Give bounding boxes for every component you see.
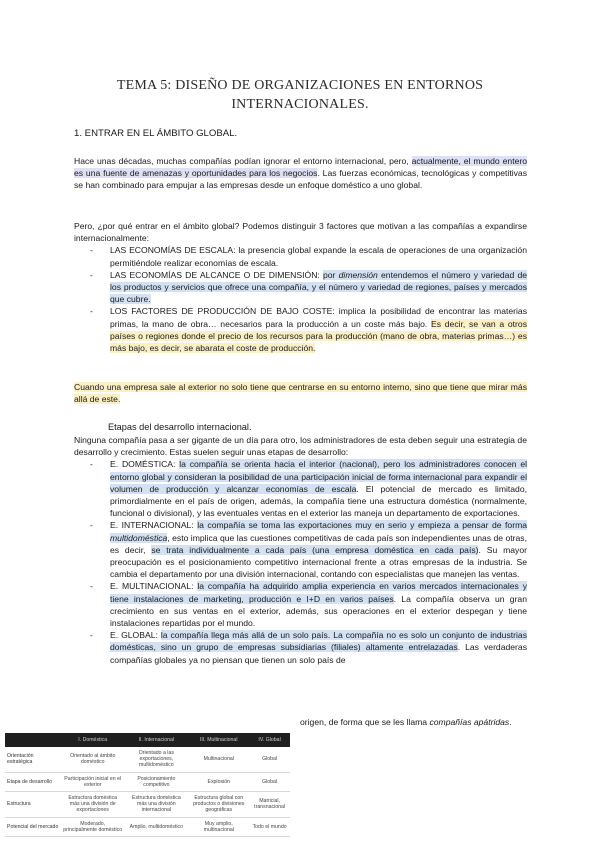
- question-paragraph: Pero, ¿por qué entrar en el ámbito global? Podemos distinguir 3 factores que motivan a las compañías a expandirse internacionalmente:: [74, 221, 527, 244]
- highlight: se trata individualmente a cada país (una empresa doméstica en cada país): [151, 544, 479, 555]
- table-cell: Estructura global con productos o divisiones geográficas: [188, 792, 249, 818]
- table-header-cell: IV. Global: [249, 733, 290, 747]
- list-item: - LOS FACTORES DE PRODUCCIÓN DE BAJO COSTE: implica la posibilidad de encontrar las materias primas, la mano de obra… necesarios para la producción a un coste más bajo. Es decir, se van a otros países o regiones donde el precio de los recursos para la producción (mano de obra, materias primas…) es más bajo, es decir, se abarata el coste de producción.: [90, 306, 527, 354]
- conclusion-paragraph: [74, 381, 527, 405]
- table-row: [5, 792, 290, 818]
- stages-block: [74, 434, 527, 666]
- table-cell: Orientado a las exportaciones, multidoméstico: [124, 747, 188, 772]
- table-cell: Estructura: [5, 792, 61, 818]
- highlight: actualmente, el mundo entero es una fuente de amenazas y oportunidades para los negocios: [74, 156, 528, 179]
- table-cell: Explosión: [188, 772, 249, 791]
- stages-list: [74, 458, 527, 665]
- table-cell: Global: [249, 747, 290, 772]
- page-title: TEMA 5: DISEÑO DE ORGANIZACIONES EN ENTORNOS INTERNACIONALES.: [116, 78, 484, 112]
- stages-table: [5, 733, 290, 837]
- table-cell: Orientación estratégica: [5, 747, 61, 772]
- table-cell: Global: [249, 772, 290, 791]
- section-heading: 1. ENTRAR EN EL ÁMBITO GLOBAL.: [74, 128, 238, 139]
- table-header-cell: I. Doméstica: [61, 733, 124, 747]
- table-cell: Moderado, principalmente doméstico: [61, 817, 124, 836]
- highlight: Es decir, se van a otros países o regiones donde el precio de los recursos para la producción (mano de obra, materias primas…) es más bajo, es decir, se abarata el coste de producción.: [110, 318, 527, 354]
- table-cell: Estructura doméstica más una división internacional: [124, 792, 188, 818]
- table-cell: Muy amplio, multinacional: [188, 817, 249, 836]
- list-item: - LAS ECONOMÍAS DE ESCALA: la presencia global expande la escala de operaciones de una organización permitiéndole realizar economías de escala.: [90, 245, 527, 268]
- list-item: - E. MULTINACIONAL: la compañía ha adquirido amplia experiencia en varios mercados internacionales y tiene instalaciones de marketing, producción e I+D en varios países. La compañía observa un gran crecimiento en sus ventas en el exterior, además, sus operaciones en el exterior despegan y tiene instalaciones repartidas por el mundo.: [90, 581, 528, 629]
- list-item: - E. DOMÉSTICA: la compañía se orienta hacia el interior (nacional), pero los administradores conocen el entorno global y consideran la posibilidad de una participación inicial de forma internacional para expandir el volumen de producción y alcanzar economías de escala. El potencial de mercado es limitado, primordialmente en el país de origen, además, la compañía tiene una estructura doméstica (normalmente, funcional o divisional), y las eventuales ventas en el exterior las maneja un departamento de exportaciones.: [90, 459, 528, 519]
- intro-paragraph: Hace unas décadas, muchas compañías podían ignorar el entorno internacional, pero, actualmente, el mundo entero es una fuente de amenazas y oportunidades para los negocios. Las fuerzas económicas, tecnológicas y competitivas se han combinado para empujar a las empresas desde un enfoque doméstico a uno global.: [74, 156, 528, 191]
- table-header-cell: III. Multinacional: [188, 733, 249, 747]
- table-cell: Etapa de desarrollo: [5, 772, 61, 791]
- table-cell: Matricial, transnacional: [249, 792, 290, 818]
- table-cell: Estructura doméstica más una división de exportaciones: [61, 792, 124, 818]
- table-header-row: [5, 733, 290, 747]
- table-cell: Orientado al ámbito doméstico: [61, 747, 124, 772]
- table-cell: Amplio, multidoméstico: [124, 817, 188, 836]
- factors-block: [74, 220, 527, 354]
- table-header-cell: II. Internacional: [124, 733, 188, 747]
- table-row: [5, 817, 290, 836]
- table-cell: Potencial del mercado: [5, 817, 61, 836]
- list-item: - LAS ECONOMÍAS DE ALCANCE O DE DIMENSIÓN: por dimensión entendemos el número y variedad de los productos y servicios que ofrece una compañía, y el número y variedad de regiones, países y mercados que cubre.: [90, 269, 528, 305]
- origin-paragraph: origen, de forma que se les llama compañías apátridas.: [300, 717, 512, 727]
- list-item: - E. GLOBAL: la compañía llega más allá de un solo país. La compañía no es solo un conjunto de industrias domésticas, sino un grupo de empresas subsidiarias (filiales) altamente entrelazadas. Las verdaderas compañías globales ya no piensan que tienen un solo país de: [90, 630, 527, 665]
- stages-intro: Ninguna compañía pasa a ser gigante de un día para otro, los administradores de esta deben seguir una estrategia de desarrollo y crecimiento. Estas suelen seguir unas etapas de desarrollo:: [74, 435, 527, 458]
- table-header-cell: [5, 733, 61, 747]
- table-row: [5, 772, 290, 791]
- highlight: la compañía ha adquirido amplia experiencia en varios mercados internacionales y tiene instalaciones de marketing, producción e I+D en varios países: [110, 581, 528, 604]
- stages-heading: Etapas del desarrollo internacional.: [108, 422, 252, 432]
- highlight: la compañía se orienta hacia el interior (nacional), pero los administradores conocen el entorno global y consideran la posibilidad de una participación inicial de forma internacional para expandir el volumen de producción y alcanzar economías de escala: [110, 459, 528, 494]
- list-item: - E. INTERNACIONAL: la compañía se toma las exportaciones muy en serio y empieza a pensar de forma multidoméstica, esto implica que las cuestiones competitivas de cada país son independientes unas de otras, es decir, se trata individualmente a cada país (una empresa doméstica en cada país). Su mayor preocupación es el posicionamiento competitivo internacional frente a otras empresas de la industria. Se cambia el departamento por una división internacional, contando con especialistas que manejen las ventas.: [90, 520, 528, 580]
- highlight: la compañía se toma las exportaciones muy en serio y empieza a pensar de forma multidoméstica: [110, 520, 528, 543]
- highlight: la compañía llega más allá de un solo país. La compañía no es solo un conjunto de industrias domésticas, sino un grupo de empresas subsidiarias (filiales) altamente entrelazadas: [110, 630, 527, 653]
- table-cell: Todo el mundo: [249, 817, 290, 836]
- factors-list: [74, 244, 527, 354]
- table-cell: Participación inicial en el exterior: [61, 772, 124, 791]
- table-cell: Multinacional: [188, 747, 249, 772]
- table-cell: Posicionamiento competitivo: [124, 772, 188, 791]
- highlight: por dimensión entendemos el número y variedad de los productos y servicios que ofrece una compañía, y el número y variedad de regiones, países y mercados que cubre.: [110, 269, 528, 305]
- table-row: [5, 747, 290, 772]
- highlight: Cuando una empresa sale al exterior no solo tiene que centrarse en su entorno interno, sino que tiene que mirar más allá de este.: [74, 382, 527, 405]
